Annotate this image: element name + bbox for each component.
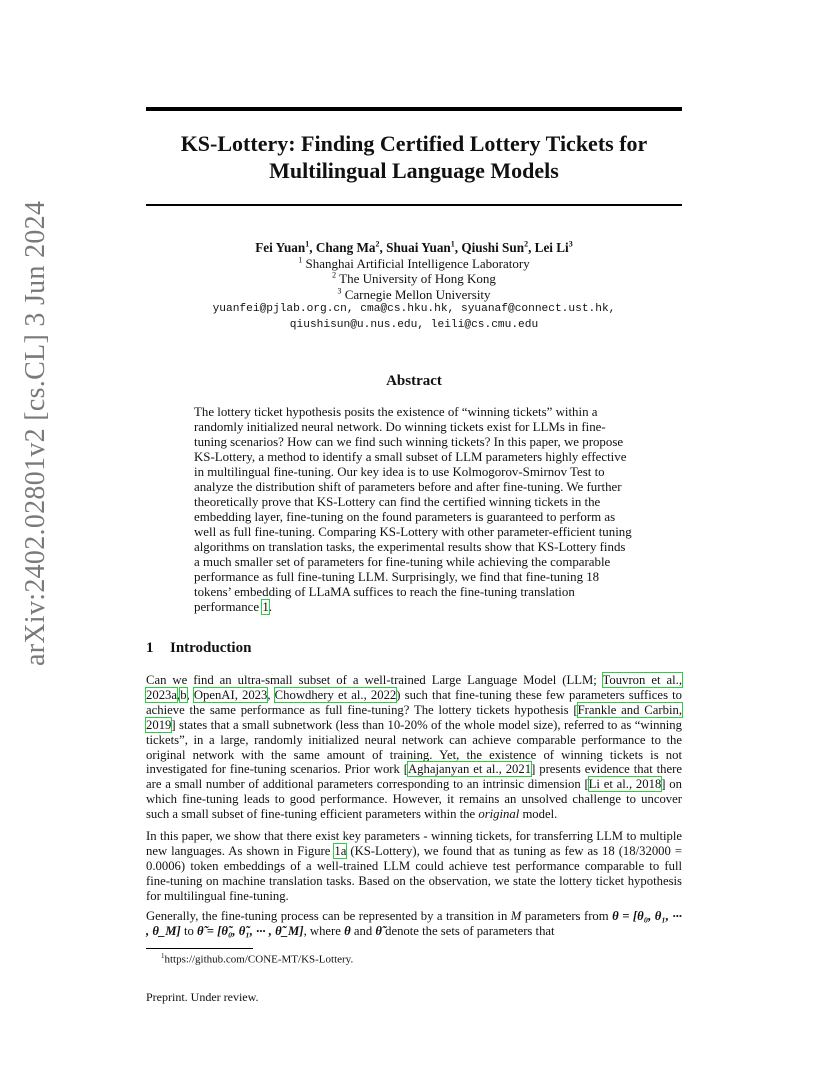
footnote-rule xyxy=(146,948,253,949)
text-run: model. xyxy=(519,807,558,822)
author-affiliation-mark: 3 xyxy=(568,239,573,249)
citation-link[interactable]: OpenAI, 2023 xyxy=(193,687,268,702)
author-affiliation-mark: 1 xyxy=(305,239,310,249)
citation-link[interactable]: Touvron et al., 2023a xyxy=(146,673,682,702)
text-run: ) such that fine-tuning these few parameters suffices to achieve the same performance as full fine-tuning? The lottery tickets hypothesis [ xyxy=(146,687,682,717)
citation-link[interactable]: Chowdhery et al., 2022 xyxy=(274,687,397,702)
title-line-2: Multilingual Language Models xyxy=(269,158,559,183)
author-name: Shuai Yuan xyxy=(386,240,451,255)
affiliation-name: The University of Hong Kong xyxy=(339,271,496,286)
affiliation-name: Shanghai Artificial Intelligence Laboratory xyxy=(305,255,530,271)
text-run: In this paper, we show that there exist key parameters - winning tickets, for transferring LLM to multiple new languages. As shown in Figure xyxy=(146,829,682,858)
text-run: ] states that a small subnetwork (less than 10-20% of the whole model size), referred to as “winning tickets”, in a large, randomly initialized neural network can achieve comparable performance to the original network with the same amount of training. Yet, the existence of winning tickets is not investigated for fine-tuning scenarios. Prior work [ xyxy=(146,717,682,777)
citation-link[interactable]: Li et al., 2018 xyxy=(588,777,662,792)
text-run: and xyxy=(350,923,376,938)
intro-paragraph-2 xyxy=(146,829,682,904)
author-affiliation-mark: 2 xyxy=(375,239,380,249)
text-run: , xyxy=(267,687,275,702)
abstract-body: The lottery ticket hypothesis posits the existence of “winning tickets” within a randomly initialized neural network. Do winning tickets exist for LLMs in fine-tuning scenarios? How can we find such winning tickets? In this paper, we propose KS-Lottery, a method to identify a small subset of LLM parameters highly effective in multilingual fine-tuning. Our key idea is to use Kolmogorov-Smirnov Test to analyze the distribution shift of parameters before and after fine-tuning. We further theoretically prove that KS-Lottery can find the certified winning tickets in the embedding layer, fine-tuning on the found parameters is guaranteed to perform as well as full fine-tuning. Comparing KS-Lottery with other parameter-efficient tuning algorithms on translation tasks, the experimental results show that KS-Lottery finds a much smaller set of parameters for fine-tuning while achieving the comparable performance as full fine-tuning LLM. Surprisingly, we find that fine-tuning 18 tokens’ embedding of LLaMA suffices to reach the fine-tuning translation performance xyxy=(194,405,632,614)
math-expression: M xyxy=(510,909,522,923)
text-run: ] on which fine-tuning leads to good performance. However, it remains an unsolved challenge to uncover such a small subset of fine-tuning efficient parameters within the xyxy=(146,777,682,822)
footnote-link[interactable]: 1 xyxy=(262,600,269,614)
math-expression: θ xyxy=(344,923,351,938)
section-heading xyxy=(146,640,251,657)
text-run: , where xyxy=(303,923,345,938)
math-expression: θ̃ = [θ̃₀, θ̃₁, ··· , θ̃_M] xyxy=(197,923,304,938)
text-run: , xyxy=(186,687,194,702)
emphasis-text: original xyxy=(478,807,520,822)
affiliation-number: 2 xyxy=(332,270,337,280)
author-name: Qiushi Sun xyxy=(461,240,525,255)
email-line-2: qiushisun@u.nus.edu, leili@cs.cmu.edu xyxy=(289,318,539,331)
text-run: ] presents evidence that there are a small number of additional parameters corresponding to an intrinsic dimension [ xyxy=(146,762,683,792)
intro-paragraph-3 xyxy=(146,909,682,939)
math-expression: θ = [θ₀, θ₁, ··· , θ_M] xyxy=(146,909,682,938)
citation-link[interactable]: Frankle and Carbin, 2019 xyxy=(146,702,682,732)
affiliation-number: 1 xyxy=(298,255,303,265)
text-run: to xyxy=(180,923,197,938)
author-name: Chang Ma xyxy=(315,240,376,255)
text-run: Can we find an ultra-small subset of a well-trained Large Language Model (LLM; xyxy=(146,673,603,687)
text-run: Generally, the fine-tuning process can be represented by a transition in xyxy=(146,909,511,923)
affiliation-number: 3 xyxy=(337,286,342,296)
abstract-text: The lottery ticket hypothesis posits the existence of “winning tickets” within a randomly initialized neural network. Do winning tickets exist for LLMs in fine-tuning scenarios? How can we find such winning tickets? In this paper, we propose KS-Lottery, a method to identify a small subset of LLM parameters highly effective in multilingual fine-tuning. Our key idea is to use Kolmogorov-Smirnov Test to analyze the distribution shift of parameters before and after fine-tuning. We further theoretically prove that KS-Lottery can find the certified winning tickets in the embedding layer, fine-tuning on the found parameters is guaranteed to perform as well as full fine-tuning. Comparing KS-Lottery with other parameter-efficient tuning algorithms on translation tasks, the experimental results show that KS-Lottery finds a much smaller set of parameters for fine-tuning while achieving the comparable performance as full fine-tuning LLM. Surprisingly, we find that fine-tuning 18 tokens’ embedding of LLaMA suffices to reach the fine-tuning translation performance 1. xyxy=(194,405,632,614)
citation-link[interactable]: b xyxy=(180,687,187,702)
author-affiliation-mark: 2 xyxy=(524,239,529,249)
preprint-note: Preprint. Under review. xyxy=(146,990,259,1004)
footnote-url[interactable]: https://github.com/CONE-MT/KS-Lottery. xyxy=(164,953,354,966)
section-number: 1 xyxy=(146,640,154,656)
footnote xyxy=(161,952,353,966)
author-block xyxy=(146,240,682,333)
author-name: Lei Li xyxy=(534,240,569,255)
abstract-heading: Abstract xyxy=(386,373,442,389)
title-line-1: KS-Lottery: Finding Certified Lottery Tickets for xyxy=(180,131,648,156)
text-run: (KS-Lottery), we found that as tuning as few as 18 (18/32000 = 0.0006) token embeddings of a well-trained LLM could achieve test performance comparable to full fine-tuning on machine translation tasks. Based on the observation, we state the lottery ticket hypothesis for multilingual fine-tuning. xyxy=(146,843,682,903)
citation-link[interactable]: Aghajanyan et al., 2021 xyxy=(408,762,532,777)
figure-link[interactable]: 1a xyxy=(334,843,347,858)
author-name: Fei Yuan xyxy=(255,240,306,255)
text-run: , xyxy=(177,687,181,702)
author-list: Fei Yuan$^1$, Chang Ma$^2$, Shuai Yuan$^1$, Qiushi Sun$^2$, Lei Li$^3$ xyxy=(255,239,573,255)
affiliation xyxy=(146,287,682,303)
affiliation xyxy=(146,256,682,272)
affiliation xyxy=(146,271,682,287)
section-title: Introduction xyxy=(170,640,252,656)
intro-paragraph-1 xyxy=(146,673,682,822)
author-affiliation-mark: 1 xyxy=(450,239,455,249)
paper-title xyxy=(146,130,682,184)
email-line-1: yuanfei@pjlab.org.cn, cma@cs.hku.hk, syuanaf@connect.ust.hk, xyxy=(212,303,616,315)
affiliation-name: Carnegie Mellon University xyxy=(344,286,491,302)
text-run: parameters from xyxy=(521,909,613,923)
arxiv-identifier: arXiv:2402.02801v2 [cs.CL] 3 Jun 2024 xyxy=(20,200,51,666)
math-expression: θ̃ xyxy=(375,923,382,938)
title-top-rule xyxy=(146,107,682,111)
footnote-mark: 1 xyxy=(161,952,165,960)
title-bottom-rule xyxy=(146,204,682,206)
text-run: denote the sets of parameters that xyxy=(381,923,555,938)
